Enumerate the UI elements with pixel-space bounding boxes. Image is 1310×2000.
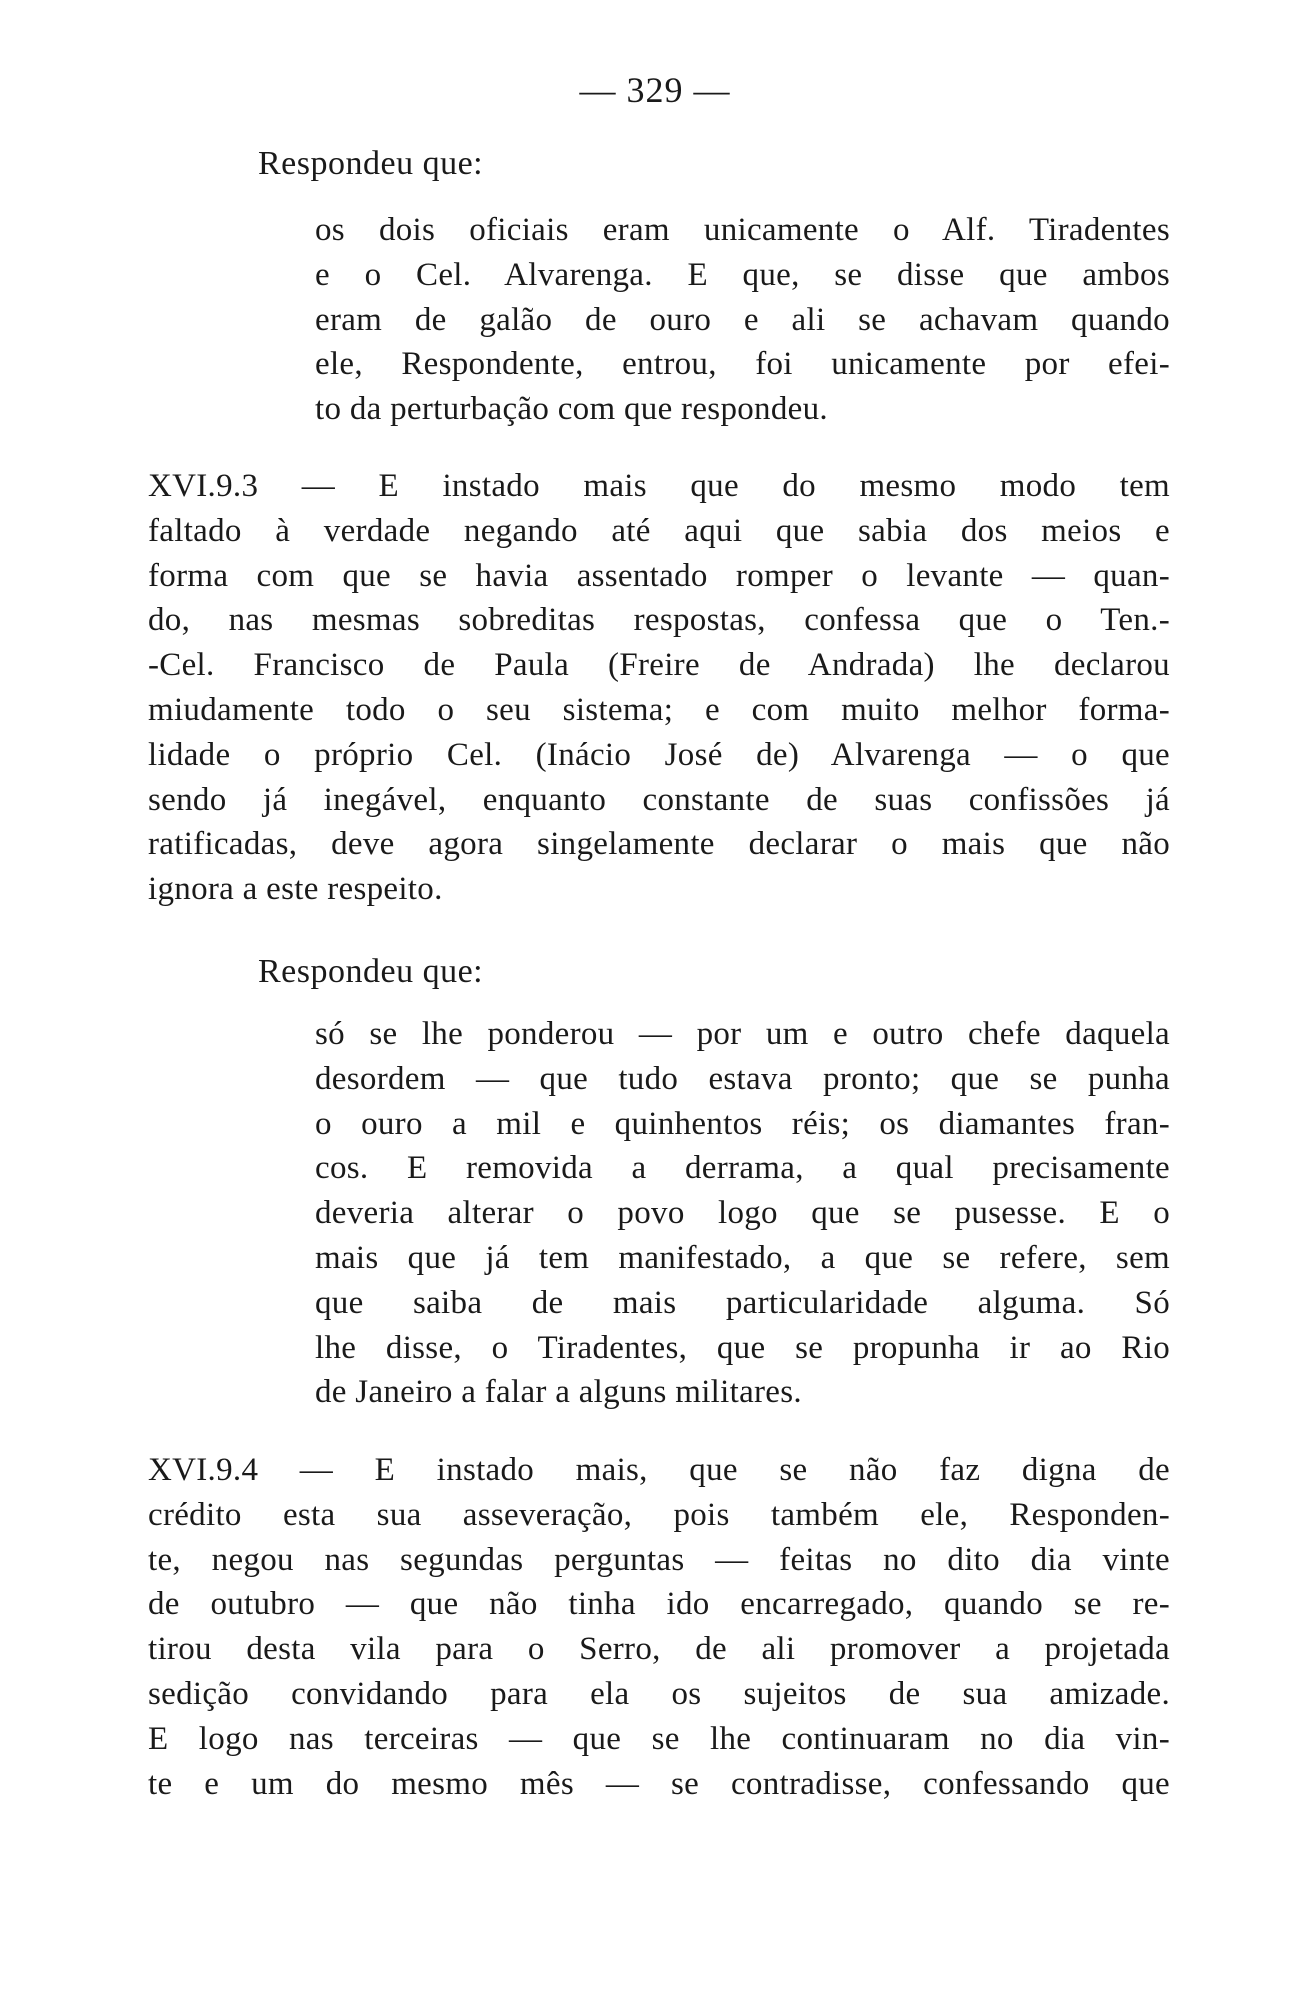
answer-paragraph-2: [315, 1012, 1170, 1415]
text-line: deveria alterar o povo logo que se pusesse. E o: [315, 1195, 1170, 1232]
text-line: sedição convidando para ela os sujeitos de sua amizade.: [148, 1675, 1170, 1712]
text-line: sendo já inegável, enquanto constante de suas confissões já: [148, 781, 1170, 818]
text-line: E logo nas terceiras — que se lhe continuaram no dia vin-: [148, 1720, 1170, 1757]
text-line: lhe disse, o Tiradentes, que se propunha ir ao Rio: [315, 1329, 1170, 1366]
respondeu-label-1: Respondeu que:: [258, 145, 484, 182]
text-line: faltado à verdade negando até aqui que sabia dos meios e: [148, 512, 1170, 549]
text-line: eram de galão de ouro e ali se achavam quando: [315, 301, 1170, 338]
text-line: ignora a este respeito.: [148, 871, 443, 908]
text-line: desordem — que tudo estava pronto; que se punha: [315, 1060, 1170, 1097]
page-number: — 329 —: [579, 70, 731, 110]
respondeu-label-2: Respondeu que:: [258, 953, 484, 990]
text-line: forma com que se havia assentado romper o levante — quan-: [148, 557, 1170, 594]
answer-paragraph-1: [315, 208, 1170, 432]
text-line: que saiba de mais particularidade alguma. Só: [315, 1284, 1170, 1321]
text-line: lidade o próprio Cel. (Inácio José de) Alvarenga — o que: [148, 736, 1170, 773]
text-line: miudamente todo o seu sistema; e com muito melhor forma-: [148, 691, 1170, 728]
text-line: de outubro — que não tinha ido encarregado, quando se re-: [148, 1586, 1170, 1623]
item-paragraph-xvi-9-4: [148, 1448, 1170, 1806]
text-line: mais que já tem manifestado, a que se refere, sem: [315, 1239, 1170, 1276]
text-line: o ouro a mil e quinhentos réis; os diamantes fran-: [315, 1105, 1170, 1142]
text-line: cos. E removida a derrama, a qual precisamente: [315, 1150, 1170, 1187]
item-paragraph-xvi-9-3: [148, 464, 1170, 912]
text-line: -Cel. Francisco de Paula (Freire de Andrada) lhe declarou: [148, 647, 1170, 684]
text-line: os dois oficiais eram unicamente o Alf. Tiradentes: [315, 212, 1170, 248]
text-line: te e um do mesmo mês — se contradisse, confessando que: [148, 1765, 1170, 1802]
text-line: ratificadas, deve agora singelamente declarar o mais que não: [148, 826, 1170, 863]
text-line: ele, Respondente, entrou, foi unicamente por efei-: [315, 346, 1170, 383]
text-line: e o Cel. Alvarenga. E que, se disse que ambos: [315, 256, 1170, 293]
text-line: crédito esta sua asseveração, pois também ele, Responden-: [148, 1496, 1170, 1533]
text-line: tirou desta vila para o Serro, de ali promover a projetada: [148, 1631, 1170, 1668]
text-line: só se lhe ponderou — por um e outro chefe daquela: [315, 1016, 1170, 1052]
text-line: XVI.9.4 — E instado mais, que se não faz digna de: [148, 1452, 1170, 1488]
text-line: de Janeiro a falar a alguns militares.: [315, 1374, 802, 1411]
text-line: te, negou nas segundas perguntas — feitas no dito dia vinte: [148, 1541, 1170, 1578]
text-line: to da perturbação com que respondeu.: [315, 391, 828, 428]
text-line: do, nas mesmas sobreditas respostas, confessa que o Ten.-: [148, 602, 1170, 639]
text-line: XVI.9.3 — E instado mais que do mesmo modo tem: [148, 468, 1170, 504]
